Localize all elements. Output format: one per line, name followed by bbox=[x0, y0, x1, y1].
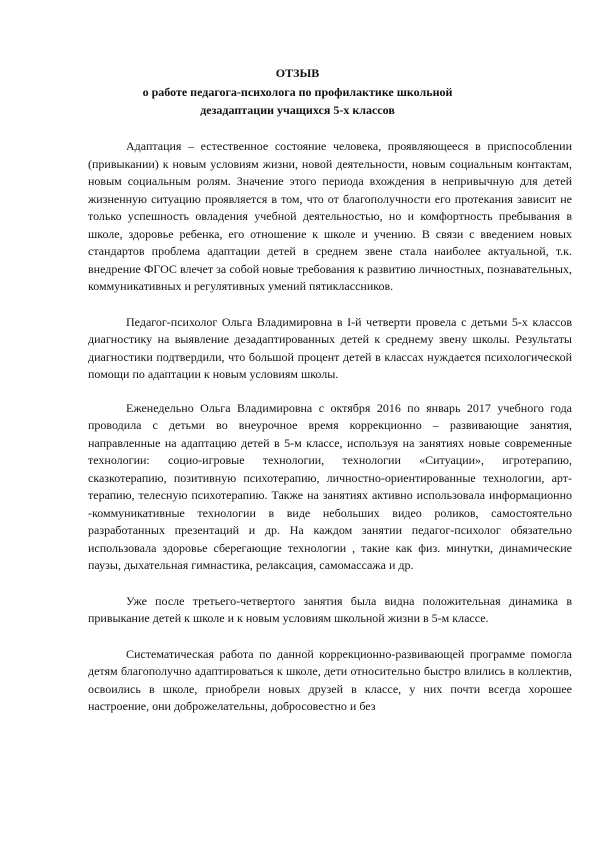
paragraph-diagnostics: Педагог-психолог Ольга Владимировна в I-й четверти провела с детьми 5-х классов диагностику на выявление дезадаптированных детей к среднему звену школы. Результаты диагностики подтвердили, что большой процент детей в классах нуждается психологической помощи по адаптации к новым условиям школы. bbox=[88, 314, 572, 381]
document-subtitle-line-2: дезадаптации учащихся 5-х классов bbox=[200, 103, 395, 117]
paragraph-dynamics: Уже после третьего-четвертого занятия была видна положительная динамика в привыкание детей к школе и к новым условиям школьной жизни в 5-м классе. bbox=[88, 593, 572, 625]
paragraph-sessions: Еженедельно Ольга Владимировна с октября 2016 по январь 2017 учебного года проводила с детьми во внеурочное время коррекционно – развивающие занятия, направленные на адаптацию детей в 5-м классе, используя на занятиях новые современные технологии: социо-игровые технологии, технологии «Ситуации», игротерапию, сказкотерапию, позитивную психотерапию, личностно-ориентированные технологии, арт-терапию, телесную психотерапию. Также на занятиях активно использовала информационно -коммуникативные технологии в виде небольших видео роликов, самостоятельно разработанных презентаций и др. На каждом занятии педагог-психолог обязательно использовала здоровье сберегающие технологии , такие как физ. минутки, динамические паузы, дыхательная гимнастика, релаксация, самомассажа и др. bbox=[88, 400, 572, 572]
paragraph-adaptation: Адаптация – естественное состояние человека, проявляющееся в приспособлении (привыкании) к новым условиям жизни, новой деятельности, новым социальным контактам, новым социальным ролям. Значение этого периода вхождения в непривычную для детей жизненную ситуацию проявляется в том, что от благополучности его протекания зависит не только успешность овладения учебной деятельностью, но и комфортность пребывания в школе, здоровье ребенка, его отношение к школе и учению. В связи с введением новых стандартов проблема адаптации детей в среднем звене стала наиболее актуальной, т.к. внедрение ФГОС влечет за собой новые требования к развитию личностных, познавательных, коммуникативных и регулятивных умений пятиклассников. bbox=[88, 139, 572, 293]
document-title: ОТЗЫВ bbox=[275, 66, 320, 80]
paragraph-results: Систематическая работа по данной коррекционно-развивающей программе помогла детям благополучно адаптироваться к школе, дети относительно быстро влились в коллектив, освоились в школе, приобрели новых друзей в классе, у них почти всегда хорошее настроение, они доброжелательны, добросовестно и без bbox=[88, 646, 572, 713]
document-subtitle-line-1: о работе педагога-психолога по профилактике школьной bbox=[142, 85, 453, 99]
document-body bbox=[88, 138, 572, 734]
